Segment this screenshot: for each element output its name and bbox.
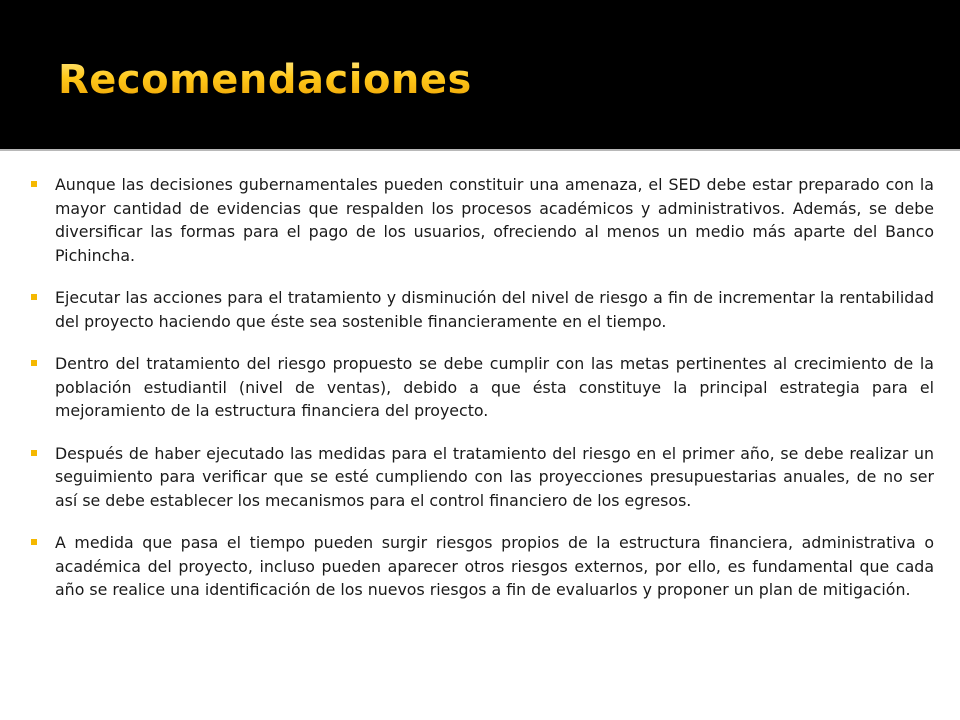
bullet-text: Ejecutar las acciones para el tratamiento y disminución del nivel de riesgo a fin de incrementar la rentabilidad del proyecto haciendo que éste sea sostenible financieramente en el tiempo. <box>55 288 934 331</box>
header-divider <box>0 149 960 151</box>
slide-title: Recomendaciones <box>58 52 472 108</box>
header-bar <box>0 0 960 149</box>
list-item <box>28 286 934 333</box>
square-bullet-icon <box>31 294 37 300</box>
bullet-text: Aunque las decisiones gubernamentales pueden constituir una amenaza, el SED debe estar preparado con la mayor cantidad de evidencias que respalden los procesos académicos y administrativos. Además, se debe diversificar las formas para el pago de los usuarios, ofreciendo al menos un medio más aparte del Banco Pichincha. <box>55 175 934 265</box>
square-bullet-icon <box>31 181 37 187</box>
square-bullet-icon <box>31 450 37 456</box>
list-item <box>28 352 934 423</box>
list-item <box>28 531 934 602</box>
bullet-text: Después de haber ejecutado las medidas para el tratamiento del riesgo en el primer año, se debe realizar un seguimiento para verificar que se esté cumpliendo con las proyecciones presupuestarias anuales, de no ser así se debe establecer los mecanismos para el control financiero de los egresos. <box>55 443 934 510</box>
square-bullet-icon <box>31 360 37 366</box>
list-item <box>28 173 934 267</box>
square-bullet-icon <box>31 539 37 545</box>
recommendations-list <box>28 173 934 602</box>
list-item <box>28 442 934 513</box>
bullet-text: A medida que pasa el tiempo pueden surgir riesgos propios de la estructura financiera, administrativa o académica del proyecto, incluso pueden aparecer otros riesgos externos, por ello, es fundamental que cada año se realice una identificación de los nuevos riesgos a fin de evaluarlos y proponer un plan de mitigación. <box>55 533 934 599</box>
bullet-text: Dentro del tratamiento del riesgo propuesto se debe cumplir con las metas pertinentes al crecimiento de la población estudiantil (nivel de ventas), debido a que ésta constituye la principal estrategia para el mejoramiento de la estructura financiera del proyecto. <box>55 354 934 420</box>
